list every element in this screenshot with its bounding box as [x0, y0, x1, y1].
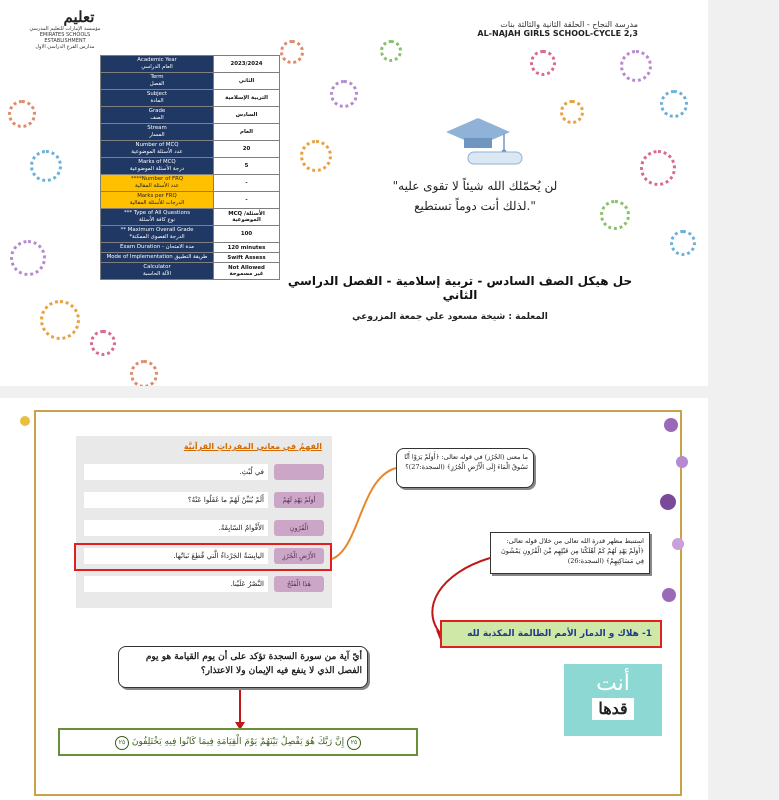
vocabulary-term: هٰذَا الْفَتْحُ: [274, 576, 324, 592]
label-arabic: العام الدراسي: [141, 64, 173, 70]
table-row: [101, 90, 280, 107]
table-label-cell: [101, 141, 214, 158]
school-name-arabic: مدرسة النجاح - الحلقة الثانية والثالثة بنات: [500, 20, 638, 29]
label-english: Grade: [148, 108, 166, 114]
value-text: 20: [242, 146, 251, 152]
ministry-logo: [28, 8, 102, 50]
value-text: التربية الإسلامية: [225, 95, 268, 101]
table-value-cell: [214, 141, 280, 158]
label-english: Academic Year: [137, 57, 177, 63]
motivation-badge: [564, 664, 662, 736]
table-label-cell: [101, 56, 214, 73]
table-row: [101, 141, 280, 158]
label-arabic: الفصل: [149, 81, 165, 87]
label-english: Term: [150, 74, 164, 80]
decor-dot: [660, 90, 688, 118]
decor-dot: [10, 240, 46, 276]
label-arabic: المسار: [149, 132, 165, 138]
table-value-cell: [214, 192, 280, 209]
table-value-cell: [214, 90, 280, 107]
table-row: [101, 253, 280, 263]
label-arabic: عدد الأسئلة المقالية: [134, 183, 180, 189]
value-subtext: غير مسموحة: [229, 271, 264, 277]
label-arabic: الصف: [150, 115, 164, 121]
quran-verse: [58, 728, 418, 756]
table-value-cell: [214, 209, 280, 226]
value-text: السادس: [235, 112, 258, 118]
logo-mark: تعليم: [63, 8, 95, 26]
vocabulary-term: أَوَلَمْ يَهْدِ لَهُمْ: [274, 492, 324, 508]
table-row: [101, 73, 280, 90]
value-text: MCQ /الأسئلة الموضوعية: [228, 211, 265, 223]
decor-dot: [330, 80, 358, 108]
badge-line: أنت: [596, 671, 630, 696]
vocabulary-meaning: أَلَمْ يُبَيِّنْ لَهُمْ ما غَفَلُوا عَنْهُ؟: [84, 492, 268, 508]
logo-line: مدارس الفرع الدراسي الاول: [35, 44, 95, 50]
table-label-cell: [101, 73, 214, 90]
label-arabic: درجة الأسئلة الموضوعية: [129, 166, 185, 172]
verse-number: ٢٥: [347, 736, 361, 750]
label-english: Subject: [146, 91, 168, 97]
value-text: Not Allowed: [228, 265, 265, 271]
connector-line: [332, 468, 396, 559]
label-arabic: المادة: [150, 98, 164, 104]
value-text: Swift Assess: [227, 254, 266, 261]
label-arabic: عدد الأسئلة الموضوعية: [131, 149, 183, 155]
label-english: Mode of Implementation طريقة التطبيق: [106, 254, 208, 260]
decor-dot: [90, 330, 116, 356]
decor-dot: [300, 140, 332, 172]
label-english: Exam Duration - مدة الامتحان: [119, 244, 195, 250]
decor-dot: [8, 100, 36, 128]
value-text: -: [245, 180, 248, 186]
value-text: -: [245, 197, 248, 203]
label-english: Stream: [147, 125, 167, 131]
decor-dot: [670, 230, 696, 256]
table-row: [101, 124, 280, 141]
table-row: [101, 192, 280, 209]
cover-slide: [0, 0, 708, 386]
label-arabic: الدرجات للأسئلة المقالية: [129, 200, 185, 206]
graduation-cap-icon: [438, 110, 528, 170]
label-english: *** Type of All Questions: [123, 210, 191, 216]
table-value-cell: [214, 226, 280, 243]
value-text: 100: [240, 231, 253, 237]
decor-dot: [560, 100, 584, 124]
decor-dot: [380, 40, 402, 62]
decor-dot: [130, 360, 158, 386]
label-english: Calculator: [143, 264, 171, 270]
logo-line: مؤسسة الإمارات للتعليم المدرسي: [29, 26, 101, 32]
slide-title: حل هيكل الصف السادس - تربية إسلامية - الفصل الدراسي الثاني: [287, 274, 633, 302]
label-english: Marks of MCQ: [138, 159, 176, 165]
decor-dot: [620, 50, 652, 82]
decor-dot: [30, 150, 62, 182]
table-label-cell: [101, 124, 214, 141]
table-row: [101, 226, 280, 243]
table-row: [101, 56, 280, 73]
motto-line: "لن يُحمّلك الله شيئاً لا تقوى عليه: [392, 179, 558, 193]
table-value-cell: [214, 253, 280, 263]
value-text: 2023/2024: [230, 61, 263, 67]
school-name-english: AL-NAJAH GIRLS SCHOOL-CYCLE 2,3: [477, 29, 638, 38]
decor-dot: [280, 40, 304, 64]
label-arabic: *الدرجة القصوى الممكنة: [129, 234, 185, 240]
vocabulary-title: الفهمُ في معاني المفرداتِ القرآنيَّة: [183, 442, 322, 451]
table-label-cell: [101, 192, 214, 209]
vocabulary-term: الأَرْضِ الْجُرُزِ: [274, 548, 324, 564]
question-box: ما معنى (الجُرُز) في قوله تعالى: ﴿أَوَلَمْ يَرَوْا أَنَّا نَسُوقُ الْمَاءَ إِلَى الْأَرْضِ الْجُرُزِ﴾ (السجدة:27)؟: [396, 448, 534, 488]
table-label-cell: [101, 253, 214, 263]
table-value-cell: [214, 158, 280, 175]
decor-dot: [600, 200, 630, 230]
vocabulary-meaning: النَّصْرُ عَلَيْنا.: [84, 576, 268, 592]
table-label-cell: [101, 263, 214, 280]
table-value-cell: [214, 243, 280, 253]
table-row: [101, 107, 280, 124]
verse-text: إِنَّ رَبَّكَ هُوَ يَفْصِلُ بَيْنَهُمْ يَوْمَ الْقِيَامَةِ فِيمَا كَانُوا فِيهِ يَخْتَلِفُونَ: [131, 737, 345, 747]
lesson-banner: 1- هلاك و الدمار الأمم الظالمة المكذبة لله: [440, 620, 662, 648]
teacher-name: المعلمة : شيخة مسعود علي جمعة المزروعي: [352, 312, 548, 322]
vocabulary-term: الْقُرُونِ: [274, 520, 324, 536]
value-text: العام: [240, 129, 253, 135]
label-arabic: نوع كافة الأسئلة: [139, 217, 175, 223]
table-value-cell: [214, 73, 280, 90]
motto-quote: [360, 176, 590, 216]
decor-dot: [40, 300, 80, 340]
table-label-cell: [101, 209, 214, 226]
logo-line: EMIRATES SCHOOLS ESTABLISHMENT: [39, 32, 91, 44]
exam-structure-table: [100, 55, 280, 280]
table-value-cell: [214, 107, 280, 124]
question-box: استنبط مظهر قدرة الله تعالى من خلال قوله تعالى: ﴿أَوَلَمْ يَهْدِ لَهُمْ كَمْ أَهْلَكْنَا مِن قَبْلِهِم مِّنَ الْقُرُونِ يَمْشُونَ فِي مَسَاكِنِهِمْ﴾ (السجدة:26): [490, 532, 650, 574]
label-english: ** Maximum Overall Grade: [120, 227, 194, 233]
label-english: Marks per FRQ: [137, 193, 177, 199]
table-value-cell: [214, 56, 280, 73]
vocabulary-meaning: في لُبْثِ.: [84, 464, 268, 480]
vocabulary-meaning: الأَقْوامُ السّابِقَةُ.: [84, 520, 268, 536]
label-english: Number of MCQ: [135, 142, 179, 148]
verse-number: ٢٥: [115, 736, 129, 750]
table-row: [101, 243, 280, 253]
table-label-cell: [101, 226, 214, 243]
table-label-cell: [101, 175, 214, 192]
table-row: [101, 175, 280, 192]
table-label-cell: [101, 158, 214, 175]
table-row: [101, 158, 280, 175]
value-text: 5: [244, 163, 249, 169]
value-text: 120 minutes: [227, 244, 266, 251]
question-box: أيّ آية من سورة السجدة تؤكد على أن يوم القيامة هو يوم الفصل الذي لا ينفع فيه الإيمان ولا الاعتذار؟: [118, 646, 368, 688]
table-row: [101, 209, 280, 226]
badge-line: قدها: [592, 698, 633, 720]
label-english: ****Number of FRQ: [130, 176, 184, 182]
label-arabic: الآلة الحاسبة: [142, 271, 172, 277]
decor-dot: [530, 50, 556, 76]
table-row: [101, 263, 280, 280]
table-value-cell: [214, 175, 280, 192]
motto-line: لذلك أنت دوماً تستطيع.": [414, 199, 536, 213]
school-header: [477, 20, 638, 38]
vocabulary-meaning: اليابِسَةُ الجَرْداءُ الَّتي قُطِعَ نَباتُها.: [84, 548, 268, 564]
table-label-cell: [101, 107, 214, 124]
table-label-cell: [101, 243, 214, 253]
table-value-cell: [214, 124, 280, 141]
value-text: الثاني: [238, 78, 255, 84]
table-label-cell: [101, 90, 214, 107]
decor-dot: [640, 150, 676, 186]
